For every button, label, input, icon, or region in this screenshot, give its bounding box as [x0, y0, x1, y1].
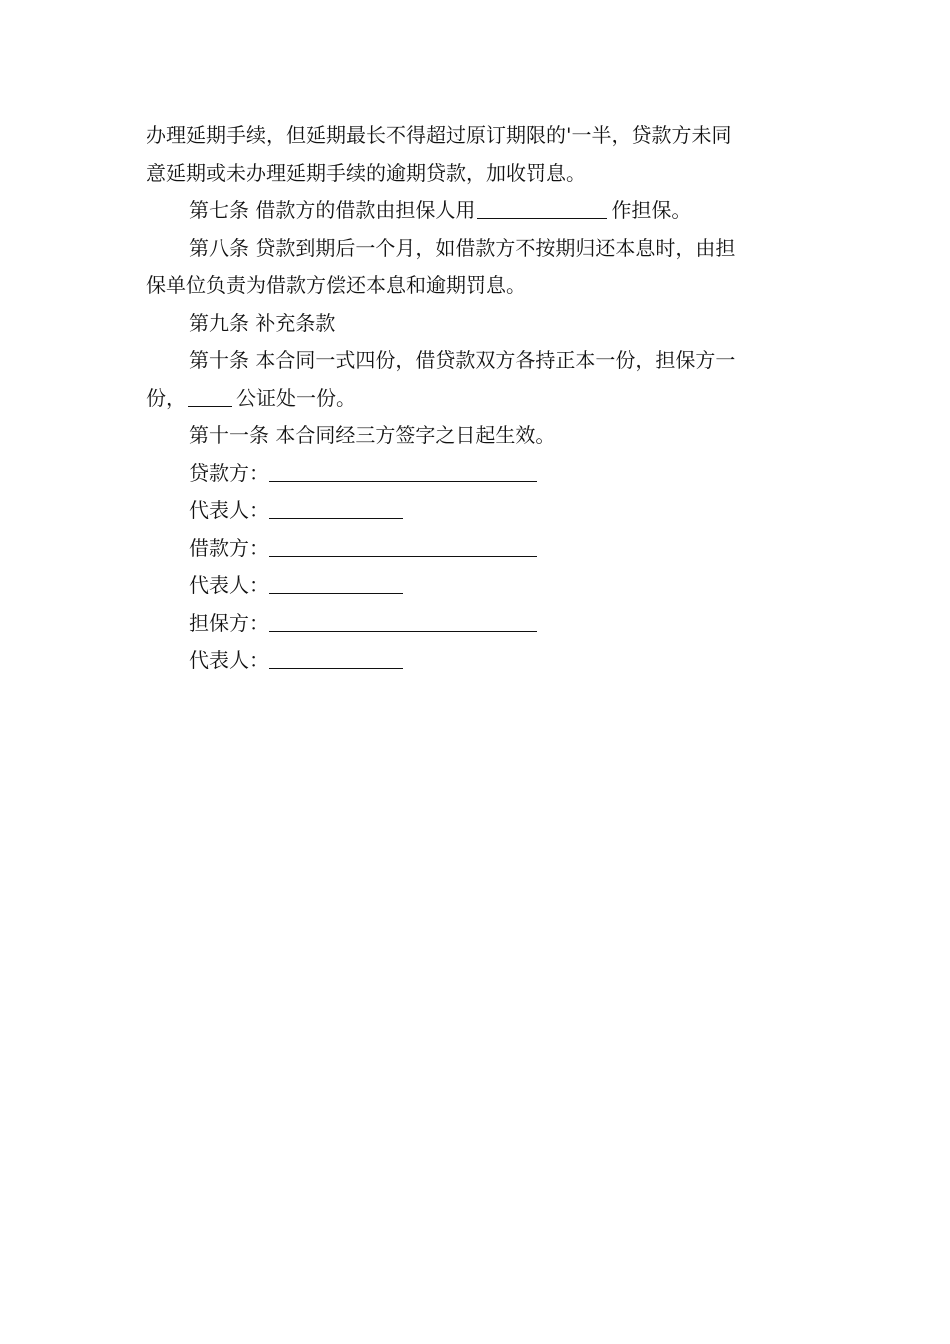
guarantor-rep-label: 代表人：	[189, 648, 269, 672]
signature-lender	[146, 455, 808, 493]
guarantor-signature-line	[269, 611, 537, 632]
signature-borrower-rep	[146, 567, 808, 605]
signature-borrower	[146, 530, 808, 568]
article-11: 第十一条 本合同经三方签字之日起生效。	[189, 423, 556, 447]
article-10-line-1: 第十条 本合同一式四份，借贷款双方各持正本一份，担保方一	[189, 348, 736, 372]
article-10-line-2	[146, 380, 808, 418]
article-10-text: 份，	[146, 385, 186, 410]
borrower-label: 借款方：	[189, 535, 269, 560]
article-9: 第九条 补充条款	[189, 310, 336, 335]
lender-signature-line	[269, 461, 537, 482]
borrower-signature-line	[269, 536, 537, 557]
signature-lender-rep	[146, 492, 808, 530]
paragraph-extension-line-1: 办理延期手续，但延期最长不得超过原订期限的'一半，贷款方未同	[146, 123, 732, 147]
article-7	[146, 192, 808, 230]
paragraph-extension-line-2: 意延期或未办理延期手续的逾期贷款，加收罚息。	[146, 160, 586, 185]
borrower-rep-label: 代表人：	[189, 573, 269, 597]
guarantor-label: 担保方：	[189, 610, 269, 635]
borrower-rep-signature-line	[269, 573, 403, 594]
lender-label: 贷款方：	[189, 460, 269, 485]
article-7-text: 第七条 借款方的借款由担保人用	[189, 198, 476, 222]
contract-body	[146, 117, 808, 680]
lender-rep-signature-line	[269, 498, 403, 519]
notary-blank	[188, 386, 232, 407]
lender-rep-label: 代表人：	[189, 498, 269, 522]
article-7-text-end: 作担保。	[611, 198, 692, 222]
article-10-text-end: 公证处一份。	[236, 385, 356, 410]
signature-guarantor-rep	[146, 642, 808, 680]
guarantor-rep-signature-line	[269, 648, 403, 669]
article-8-line-1: 第八条 贷款到期后一个月，如借款方不按期归还本息时，由担	[189, 235, 736, 260]
article-8-line-2: 保单位负责为借款方偿还本息和逾期罚息。	[146, 273, 526, 297]
signature-guarantor	[146, 605, 808, 643]
guarantee-blank	[477, 198, 607, 219]
